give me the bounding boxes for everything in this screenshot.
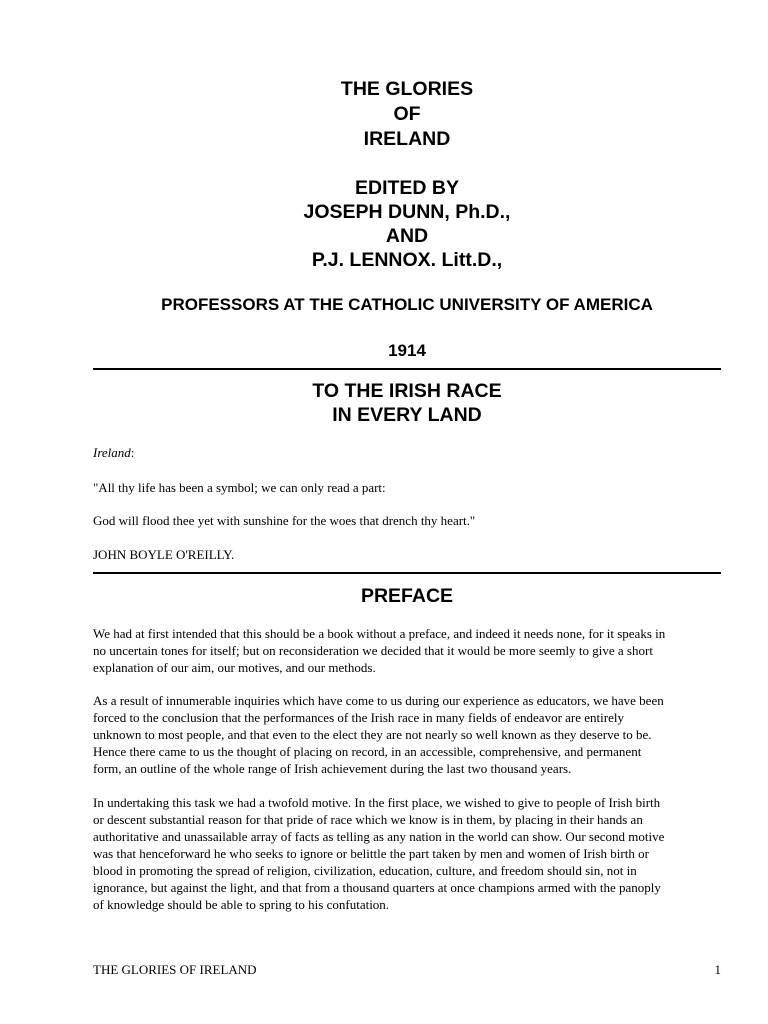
verse-line-2: God will flood thee yet with sunshine for the woes that drench thy heart." (93, 513, 476, 528)
paragraph-line: In undertaking this task we had a twofold motive. In the first place, we wished to give to people of Irish birth (93, 795, 661, 810)
document-page (93, 0, 721, 1024)
paragraph-line: blood in promoting the spread of religion, civilization, education, culture, and freedom should sin, not in (93, 863, 637, 878)
preface-paragraph-2 (93, 692, 721, 777)
dedication-line-1: TO THE IRISH RACE (312, 380, 502, 402)
paragraph-line: no uncertain tones for itself; but on reconsideration we decided that it would be more seemly to give a short (93, 643, 653, 658)
preface-paragraph-1 (93, 625, 721, 676)
verse-addressee-name: Ireland (93, 445, 131, 460)
paragraph-line: unknown to most people, and that even to the elect they are not nearly so well known as they deserve to be. (93, 727, 652, 742)
verse-line-1: "All thy life has been a symbol; we can only read a part: (93, 480, 386, 495)
verse-addressee-punct: : (130, 445, 135, 460)
paragraph-line: or descent substantial reason for that pride of race which we know is in them, by placing in their hands an (93, 812, 643, 827)
book-title-line-3: IRELAND (363, 128, 451, 150)
section-divider (93, 368, 721, 370)
verse-addressee (93, 445, 721, 461)
edited-by-label: EDITED BY (354, 177, 459, 199)
paragraph-line: form, an outline of the whole range of Irish achievement during the last two thousand years. (93, 761, 572, 776)
preface-paragraph-3 (93, 794, 721, 913)
paragraph-line: was that henceforward he who seeks to ignore or belittle the part taken by men and women of Irish birth or (93, 846, 649, 861)
paragraph-line: of knowledge should be able to spring to his confutation. (93, 897, 390, 912)
paragraph-line: As a result of innumerable inquiries which have come to us during our experience as educators, we have been (93, 693, 664, 708)
book-title (93, 77, 721, 152)
book-title-line-1: THE GLORIES (340, 78, 474, 100)
page-number: 1 (714, 962, 721, 977)
publication-year: 1914 (388, 341, 426, 360)
paragraph-line: explanation of our aim, our motives, and our methods. (93, 660, 376, 675)
footer-book-title: THE GLORIES OF IRELAND (93, 962, 257, 977)
preface-heading: PREFACE (360, 585, 454, 607)
dedication-line-2: IN EVERY LAND (332, 404, 482, 426)
editors-affiliation: PROFESSORS AT THE CATHOLIC UNIVERSITY OF AMERICA (161, 295, 653, 314)
dedication (93, 379, 721, 427)
paragraph-line: authoritative and unassailable array of facts as telling as any nation in the world can show. Our second motive (93, 829, 665, 844)
verse-author: JOHN BOYLE O'REILLY. (93, 547, 235, 562)
editor-dunn: JOSEPH DUNN, Ph.D., (303, 201, 511, 223)
editor-lennox: P.J. LENNOX. Litt.D., (311, 249, 503, 271)
paragraph-line: We had at first intended that this should be a book without a preface, and indeed it needs none, for it speaks in (93, 626, 666, 641)
section-divider (93, 572, 721, 574)
paragraph-line: forced to the conclusion that the performances of the Irish race in many fields of endeavor are entirely (93, 710, 624, 725)
book-title-line-2: OF (393, 103, 421, 125)
paragraph-line: ignorance, but against the light, and that from a thousand quarters at once champions armed with the panoply (93, 880, 661, 895)
editors-conjunction: AND (385, 225, 429, 247)
editors-credit (93, 176, 721, 272)
paragraph-line: Hence there came to us the thought of placing on record, in an accessible, comprehensive, and permanent (93, 744, 642, 759)
